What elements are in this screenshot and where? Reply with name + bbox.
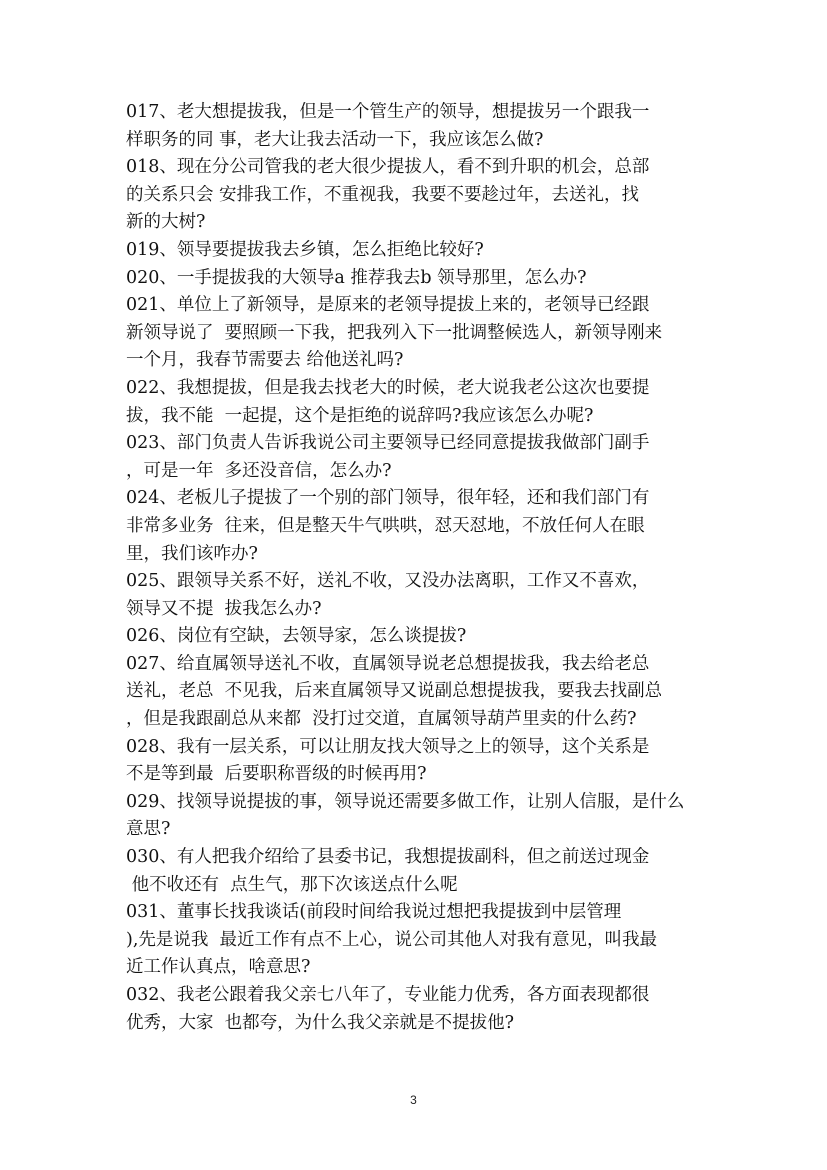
text-line: 021、单位上了新领导，是原来的老领导提拔上来的，老领导已经跟 [126,295,650,316]
question-019 [126,237,706,265]
question-025 [126,568,706,623]
text-line: 不是等到最 后要职称晋级的时候再用? [126,764,427,785]
text-line: 029、找领导说提拔的事，领导说还需要多做工作，让别人信服，是什么 [126,791,685,812]
text-line: 样职务的同 事，老大让我去活动一下，我应该怎么做? [126,129,544,150]
text-line: 优秀，大家 也都夸，为什么我父亲就是不提拔他? [126,1012,515,1033]
question-024 [126,485,706,568]
question-032 [126,982,706,1037]
question-026 [126,623,706,651]
text-line: 031、董事长找我谈话(前段时间给我说过想把我提拔到中层管理 [126,902,622,923]
question-022 [126,375,706,430]
text-line: 送礼，老总 不见我，后来直属领导又说副总想提拔我，要我去找副总 [126,681,663,702]
question-028 [126,734,706,789]
text-line: 024、老板儿子提拔了一个别的部门领导，很年轻，还和我们部门有 [126,488,650,509]
text-line: 非常多业务 往来，但是整天牛气哄哄，怼天怼地，不放任何人在眼 [126,515,645,536]
text-line: 领导又不提 拔我怎么办? [126,598,322,619]
question-020 [126,265,706,293]
text-line: 018、现在分公司管我的老大很少提拔人，看不到升职的机会，总部 [126,157,650,178]
page-number: 3 [410,1093,417,1107]
question-list [126,99,706,1037]
question-017 [126,99,706,154]
text-line: 017、老大想提拔我，但是一个管生产的领导，想提拔另一个跟我一 [126,102,650,122]
text-line: 的关系只会 安排我工作，不重视我，我要不要趁过年，去送礼，找 [126,184,640,205]
question-031 [126,899,706,982]
text-line: 新领导说了 要照顾一下我，把我列入下一批调整候选人，新领导刚来 [126,322,663,343]
text-line: 022、我想提拔，但是我去找老大的时候，老大说我老公这次也要提 [126,377,650,398]
question-029 [126,789,706,844]
text-line: 032、我老公跟着我父亲七八年了，专业能力优秀，各方面表现都很 [126,985,650,1005]
question-018 [126,154,706,237]
text-line: 新的大树? [126,212,206,233]
text-line: 026、岗位有空缺，去领导家，怎么谈提拔? [126,626,467,647]
text-line: 019、领导要提拔我去乡镇，怎么拒绝比较好? [126,239,484,260]
question-027 [126,651,706,734]
text-line: 近工作认真点，啥意思? [126,957,311,978]
text-line: 里，我们该咋办? [126,543,258,564]
text-line: 意思? [126,819,171,840]
text-line: 020、一手提拔我的大领导a 推荐我去b 领导那里，怎么办? [126,267,587,288]
text-line: ，但是我跟副总从来都 没打过交道，直属领导葫芦里卖的什么药? [126,709,637,730]
text-line: 023、部门负责人告诉我说公司主要领导已经同意提拔我做部门副手 [126,433,650,454]
question-030 [126,844,706,899]
question-023 [126,430,706,485]
text-line: 025、跟领导关系不好，送礼不收，又没办法离职，工作又不喜欢， [126,571,650,592]
question-021 [126,292,706,375]
text-line: 030、有人把我介绍给了县委书记，我想提拔副科，但之前送过现金 [126,847,650,868]
text-line: ，可是一年 多还没音信，怎么办? [126,460,392,481]
text-line: ),先是说我 最近工作有点不上心，说公司其他人对我有意见，叫我最 [126,929,658,950]
text-line: 他不收还有 点生气，那下次该送点什么呢 [126,874,458,895]
text-line: 027、给直属领导送礼不收，直属领导说老总想提拔我，我去给老总 [126,653,650,674]
text-line: 028、我有一层关系，可以让朋友找大领导之上的领导，这个关系是 [126,736,650,757]
text-line: 一个月，我春节需要去 给他送礼吗? [126,350,404,371]
text-line: 拔，我不能 一起提，这个是拒绝的说辞吗?我应该怎么办呢? [126,405,594,426]
